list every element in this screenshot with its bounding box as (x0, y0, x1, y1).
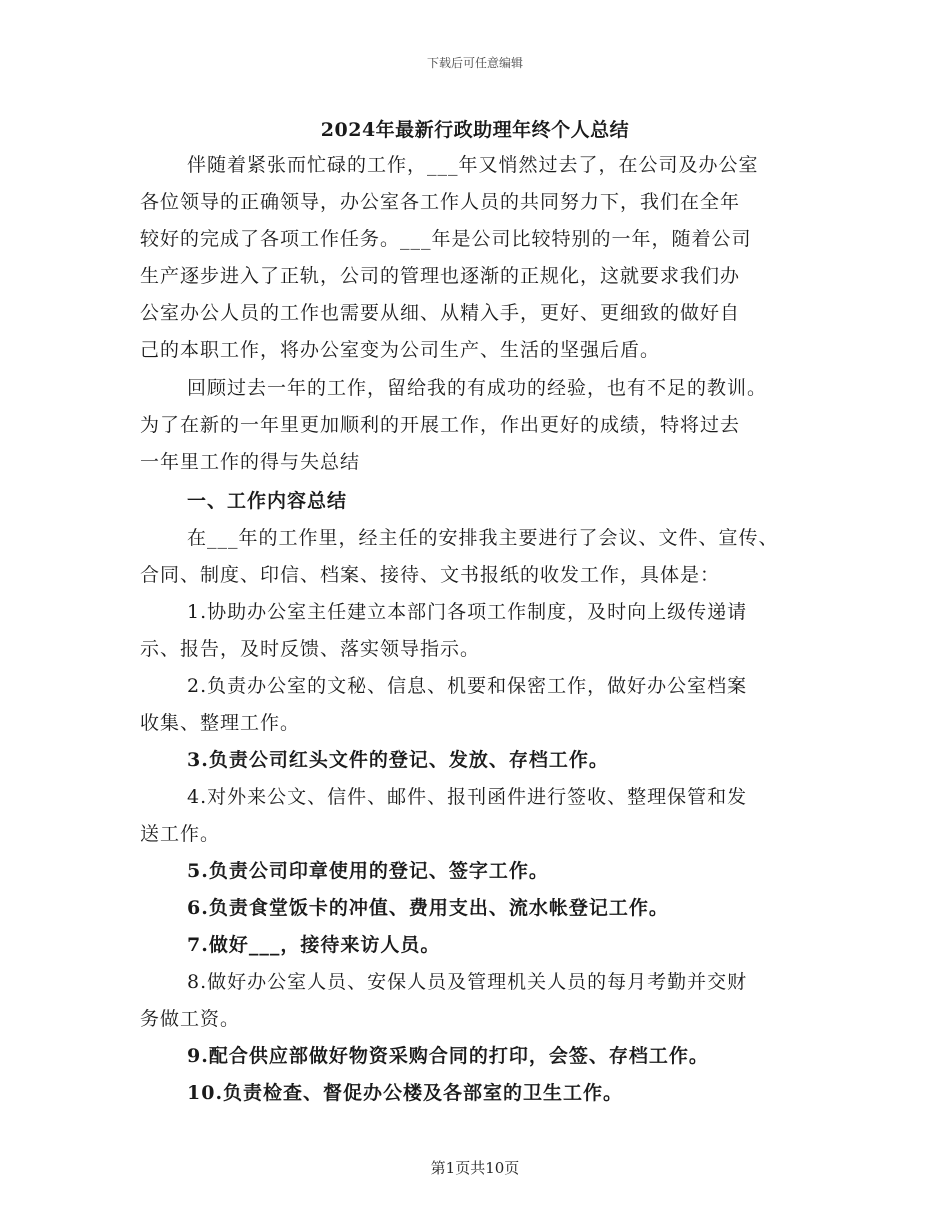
paragraph-line: 伴随着紧张而忙碌的工作，___年又悄然过去了，在公司及办公室 (187, 154, 759, 176)
list-item: 9.配合供应部做好物资采购合同的打印，会签、存档工作。 (187, 1045, 709, 1067)
list-item: 7.做好___，接待来访人员。 (187, 934, 441, 956)
paragraph-line: 一年里工作的得与失总结 (140, 451, 361, 473)
page-number-footer: 第1页共10页 (430, 1159, 520, 1177)
paragraph-line: 回顾过去一年的工作，留给我的有成功的经验，也有不足的教训。 (187, 377, 768, 399)
list-item: 2.负责办公室的文秘、信息、机要和保密工作，做好办公室档案 (187, 675, 748, 697)
paragraph-line: 为了在新的一年里更加顺利的开展工作，作出更好的成绩，特将过去 (140, 414, 741, 436)
list-item-continuation: 务做工资。 (140, 1008, 241, 1030)
list-item-continuation: 收集、整理工作。 (140, 712, 301, 734)
list-item: 4.对外来公文、信件、邮件、报刊函件进行签收、整理保管和发 (187, 786, 748, 808)
section-heading: 一、工作内容总结 (187, 490, 348, 512)
paragraph-line: 较好的完成了各项工作任务。___年是公司比较特别的一年，随着公司 (140, 228, 752, 250)
list-item: 1.协助办公室主任建立本部门各项工作制度，及时向上级传递请 (187, 601, 748, 623)
list-item: 8.做好办公室人员、安保人员及管理机关人员的每月考勤并交财 (187, 971, 748, 993)
document-title: 2024年最新行政助理年终个人总结 (320, 119, 630, 141)
list-item: 3.负责公司红头文件的登记、发放、存档工作。 (187, 749, 609, 771)
paragraph-line: 合同、制度、印信、档案、接待、文书报纸的收发工作，具体是： (140, 564, 721, 586)
list-item-continuation: 示、报告，及时反馈、落实领导指示。 (140, 638, 481, 660)
paragraph-line: 生产逐步进入了正轨，公司的管理也逐渐的正规化，这就要求我们办 (140, 265, 741, 287)
list-item: 6.负责食堂饭卡的冲值、费用支出、流水帐登记工作。 (187, 897, 669, 919)
header-note: 下载后可任意编辑 (426, 56, 523, 70)
paragraph-line: 公室办公人员的工作也需要从细、从精入手，更好、更细致的做好自 (140, 302, 741, 324)
paragraph-line: 在___年的工作里，经主任的安排我主要进行了会议、文件、宣传、 (187, 527, 779, 549)
paragraph-line: 各位领导的正确领导，办公室各工作人员的共同努力下，我们在全年 (140, 191, 741, 213)
list-item: 10.负责检查、督促办公楼及各部室的卫生工作。 (187, 1082, 624, 1104)
list-item-continuation: 送工作。 (140, 823, 221, 845)
paragraph-line: 己的本职工作，将办公室变为公司生产、生活的坚强后盾。 (140, 339, 661, 361)
list-item: 5.负责公司印章使用的登记、签字工作。 (187, 860, 549, 882)
